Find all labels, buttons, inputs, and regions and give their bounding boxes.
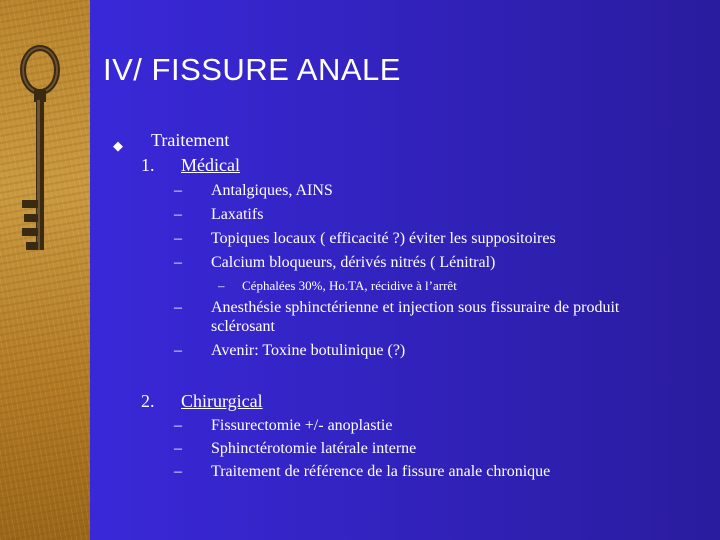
old-key-icon <box>4 40 74 290</box>
dash-icon: – <box>174 254 182 271</box>
sub-list-item: Céphalées 30%, Ho.TA, récidive à l’arrêt <box>242 278 457 293</box>
list-item-line2: sclérosant <box>211 318 275 335</box>
dash-icon: – <box>218 278 225 293</box>
section-1-number: 1. <box>141 155 155 175</box>
list-item: Avenir: Toxine botulinique (?) <box>211 342 406 359</box>
list-item: Topiques locaux ( efficacité ?) éviter les suppositoires <box>211 230 556 247</box>
list-item: Fissurectomie +/- anoplastie <box>211 417 393 434</box>
slide-title: IV/ FISSURE ANALE <box>103 52 401 87</box>
list-item: Traitement de référence de la fissure anale chronique <box>211 463 551 480</box>
list-item: Laxatifs <box>211 206 264 223</box>
section-2-heading: Chirurgical <box>181 391 263 411</box>
dash-icon: – <box>174 417 182 434</box>
level1-heading: Traitement <box>151 130 230 150</box>
list-item-line1: Anesthésie sphinctérienne et injection sous fissuraire de produit <box>211 299 620 316</box>
list-item: Antalgiques, AINS <box>211 182 333 199</box>
dash-icon: – <box>174 206 182 223</box>
dash-icon: – <box>174 440 182 457</box>
list-item: Sphinctérotomie latérale interne <box>211 440 417 457</box>
level1-bullet <box>113 134 123 155</box>
section-1-heading: Médical <box>181 155 240 175</box>
dash-icon: – <box>174 182 182 199</box>
section-2-number: 2. <box>141 391 155 411</box>
dash-icon: – <box>174 299 182 316</box>
list-item: Calcium bloqueurs, dérivés nitrés ( Lénitral) <box>211 254 496 271</box>
diamond-bullet-icon: ◆ <box>113 138 123 153</box>
dash-icon: – <box>174 230 182 247</box>
dash-icon: – <box>174 463 182 480</box>
dash-icon: – <box>174 342 182 359</box>
